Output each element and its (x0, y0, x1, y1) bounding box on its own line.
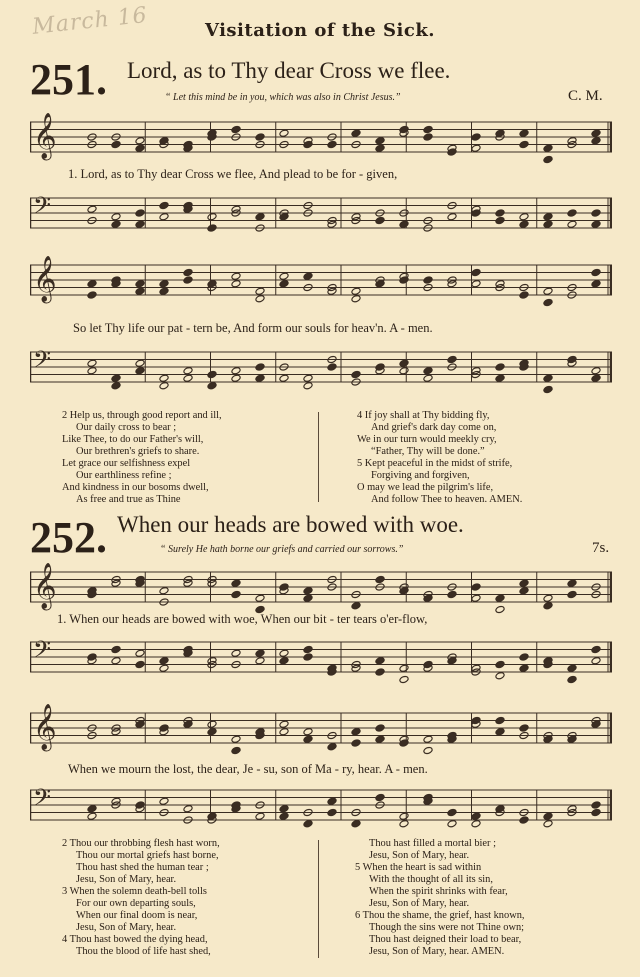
note-head (471, 812, 481, 820)
note-head (591, 137, 601, 145)
verse-line: Thou the blood of life hast shed, (76, 946, 211, 957)
note-head (183, 276, 193, 284)
note-head (591, 720, 601, 728)
verse-line: Thou our mortal griefs hast borne, (76, 850, 219, 861)
verse-line: Thou hast deigned their load to bear, (369, 934, 522, 945)
note-head (423, 125, 433, 133)
music-staff-treble (30, 112, 612, 170)
note-head (519, 140, 529, 148)
treble-clef-icon: 𝄞 (33, 256, 57, 302)
note-head (135, 649, 145, 657)
verse-line: When our final doom is near, (76, 910, 198, 921)
note-head (519, 220, 529, 228)
hymn-number: 251. (30, 55, 107, 104)
note-head (159, 382, 169, 390)
verse-line: As free and true as Thine (76, 494, 181, 505)
note-head (495, 728, 505, 736)
note-head (279, 374, 289, 382)
note-head (423, 735, 433, 743)
music-staff-bass (30, 632, 612, 690)
note-head (543, 735, 553, 743)
verses-right (357, 410, 522, 506)
note-head (111, 728, 121, 736)
treble-clef-icon: 𝄞 (33, 113, 57, 159)
note-head (279, 812, 289, 820)
note-head (159, 797, 169, 805)
note-head (159, 287, 169, 295)
note-head (255, 812, 265, 820)
note-head (519, 724, 529, 732)
note-head (231, 367, 241, 375)
verse-line: Forgiving and forgiven, (371, 470, 470, 481)
note-head (591, 280, 601, 288)
note-head (423, 133, 433, 141)
note-head (399, 739, 409, 747)
verse-line: And follow Thee to heaven. AMEN. (371, 494, 523, 505)
note-head (327, 743, 337, 751)
verse-line: Though the sins were not Thine own; (369, 922, 525, 933)
verse-line: When the spirit shrinks with fear, (369, 886, 508, 897)
verses-right (355, 838, 525, 958)
note-head (447, 820, 457, 828)
note-head (87, 805, 97, 813)
note-head (159, 280, 169, 288)
note-head (567, 735, 577, 743)
note-head (375, 793, 385, 801)
note-head (303, 594, 313, 602)
note-head (135, 660, 145, 668)
note-head (399, 675, 409, 683)
note-head (543, 820, 553, 828)
note-head (567, 664, 577, 672)
note-head (111, 140, 121, 148)
note-head (543, 213, 553, 221)
note-head (327, 808, 337, 816)
note-head (159, 374, 169, 382)
verse-line: 3 When the solemn death-bell tolls (62, 886, 207, 897)
note-head (351, 287, 361, 295)
note-head (351, 664, 361, 672)
note-head (567, 579, 577, 587)
note-head (447, 148, 457, 156)
hymn-meter: 7s. (592, 540, 610, 556)
note-head (591, 268, 601, 276)
note-head (471, 583, 481, 591)
note-head (87, 205, 97, 213)
note-head (495, 660, 505, 668)
note-head (279, 272, 289, 280)
note-head (399, 276, 409, 284)
note-head (543, 385, 553, 393)
note-head (303, 820, 313, 828)
note-head (255, 594, 265, 602)
hymn-motto: “ Let this mind be in you, which was also in Christ Jesus.” (165, 92, 401, 103)
note-head (159, 587, 169, 595)
note-head (543, 287, 553, 295)
note-head (279, 720, 289, 728)
note-head (543, 155, 553, 163)
note-head (111, 382, 121, 390)
treble-clef-icon: 𝄞 (33, 563, 57, 609)
music-staff-bass (30, 188, 612, 246)
note-head (231, 374, 241, 382)
note-head (183, 268, 193, 276)
note-head (591, 645, 601, 653)
note-head (519, 664, 529, 672)
note-head (519, 653, 529, 661)
note-head (111, 645, 121, 653)
note-head (543, 298, 553, 306)
note-head (231, 272, 241, 280)
music-staff-treble (30, 255, 612, 313)
note-head (327, 140, 337, 148)
bass-clef-icon: 𝄢 (33, 191, 52, 225)
note-head (303, 735, 313, 743)
note-head (351, 820, 361, 828)
note-head (495, 374, 505, 382)
note-head (279, 657, 289, 665)
verse-line: Our earthliness refine ; (76, 470, 172, 481)
note-head (375, 575, 385, 583)
column-divider (318, 412, 319, 502)
lyric-line: 1. When our heads are bowed with woe, When our bit - ter tears o'er-flow, (57, 612, 428, 626)
verse-line: And grief's dark day come on, (371, 422, 497, 433)
verse-line: 6 Thou the shame, the grief, hast known, (355, 910, 525, 921)
lyric-line: So let Thy life our pat - tern be, And form our souls for heav'n. A - men. (73, 321, 433, 335)
note-head (399, 587, 409, 595)
note-head (399, 359, 409, 367)
note-head (87, 367, 97, 375)
note-head (255, 649, 265, 657)
note-head (591, 220, 601, 228)
note-head (447, 657, 457, 665)
note-head (351, 739, 361, 747)
note-head (447, 213, 457, 221)
note-head (135, 144, 145, 152)
note-head (279, 280, 289, 288)
verse-line: We in our turn would meekly cry, (357, 434, 497, 445)
note-head (207, 382, 217, 390)
note-head (135, 287, 145, 295)
note-head (519, 816, 529, 824)
section-title: Visitation of the Sick. (204, 20, 436, 41)
lyric-line: When we mourn the lost, the dear, Je - su, son of Ma - ry, hear. A - men. (68, 762, 428, 776)
note-head (255, 295, 265, 303)
note-head (495, 605, 505, 613)
note-head (207, 370, 217, 378)
note-head (423, 276, 433, 284)
verse-line: Thou hast filled a mortal bier ; (369, 838, 496, 849)
note-head (375, 137, 385, 145)
note-head (471, 820, 481, 828)
note-head (471, 133, 481, 141)
note-head (519, 579, 529, 587)
note-head (207, 213, 217, 221)
note-head (255, 287, 265, 295)
verse-line: Jesu, Son of Mary, hear. (369, 850, 470, 861)
note-head (87, 280, 97, 288)
note-head (399, 664, 409, 672)
note-head (471, 594, 481, 602)
note-head (111, 579, 121, 587)
note-head (567, 209, 577, 217)
note-head (423, 367, 433, 375)
note-head (207, 579, 217, 587)
note-head (543, 812, 553, 820)
note-head (519, 291, 529, 299)
note-head (399, 820, 409, 828)
note-head (159, 657, 169, 665)
note-head (591, 657, 601, 665)
note-head (519, 213, 529, 221)
note-head (159, 201, 169, 209)
note-head (543, 594, 553, 602)
note-head (495, 672, 505, 680)
note-head (231, 125, 241, 133)
note-head (135, 359, 145, 367)
note-head (375, 657, 385, 665)
note-head (303, 587, 313, 595)
note-head (135, 220, 145, 228)
note-head (495, 716, 505, 724)
note-head (231, 590, 241, 598)
note-head (471, 209, 481, 217)
note-head (279, 649, 289, 657)
note-head (183, 374, 193, 382)
note-head (183, 367, 193, 375)
note-head (495, 594, 505, 602)
verse-line: And kindness in our bosoms dwell, (62, 482, 209, 493)
note-head (351, 129, 361, 137)
note-head (231, 746, 241, 754)
note-head (327, 797, 337, 805)
verse-line: For our own departing souls, (76, 898, 196, 909)
lyric-line: 1. Lord, as to Thy dear Cross we flee, And plead to be for - given, (68, 167, 398, 181)
note-head (567, 220, 577, 228)
note-head (351, 602, 361, 610)
note-head (303, 140, 313, 148)
note-head (447, 280, 457, 288)
note-head (375, 668, 385, 676)
verse-line: Our daily cross to bear ; (76, 422, 177, 433)
verse-line: Like Thee, to do our Father's will, (62, 434, 204, 445)
verse-line: “Father, Thy will be done.” (371, 446, 485, 457)
note-head (303, 645, 313, 653)
note-head (399, 367, 409, 375)
music-staff-treble (30, 703, 612, 761)
verse-line: Let grace our selfishness expel (62, 458, 191, 469)
treble-clef-icon: 𝄞 (33, 704, 57, 750)
note-head (135, 280, 145, 288)
note-head (207, 728, 217, 736)
verse-line: 5 Kept peaceful in the midst of strife, (357, 458, 513, 469)
note-head (375, 216, 385, 224)
verse-line: O may we lead the pilgrim's life, (357, 482, 494, 493)
note-head (279, 805, 289, 813)
music-staff-bass (30, 780, 612, 838)
note-head (591, 129, 601, 137)
note-head (375, 144, 385, 152)
note-head (231, 735, 241, 743)
verse-line: 4 Thou hast bowed the dying head, (62, 934, 208, 945)
note-head (495, 216, 505, 224)
column-divider (318, 840, 319, 958)
note-head (591, 801, 601, 809)
verse-line: Jesu, Son of Mary, hear. AMEN. (369, 946, 505, 957)
hymn-meter: C. M. (568, 88, 603, 104)
note-head (135, 720, 145, 728)
note-head (447, 590, 457, 598)
note-head (87, 812, 97, 820)
note-head (255, 657, 265, 665)
note-head (87, 359, 97, 367)
note-head (111, 213, 121, 221)
note-head (255, 133, 265, 141)
note-head (159, 213, 169, 221)
hymn-motto: “ Surely He hath borne our griefs and carried our sorrows.” (160, 544, 404, 555)
note-head (567, 675, 577, 683)
note-head (543, 602, 553, 610)
note-head (543, 144, 553, 152)
verses-left (62, 838, 220, 958)
hymn-title: When our heads are bowed with woe. (117, 512, 464, 537)
note-head (279, 129, 289, 137)
note-head (255, 374, 265, 382)
note-head (279, 213, 289, 221)
note-head (111, 220, 121, 228)
note-head (399, 812, 409, 820)
note-head (111, 657, 121, 665)
note-head (471, 144, 481, 152)
bass-clef-icon: 𝄢 (33, 345, 52, 379)
bass-clef-icon: 𝄢 (33, 635, 52, 669)
note-head (183, 805, 193, 813)
note-head (87, 291, 97, 299)
note-head (207, 720, 217, 728)
note-head (303, 272, 313, 280)
verse-line: Jesu, Son of Mary, hear. (369, 898, 470, 909)
note-head (375, 724, 385, 732)
note-head (519, 129, 529, 137)
verse-line: Thou hast shed the human tear ; (76, 862, 209, 873)
note-head (255, 363, 265, 371)
verse-line: 4 If joy shall at Thy bidding fly, (357, 410, 490, 421)
hymn-number: 252. (30, 513, 107, 562)
verse-line: With the thought of all its sin, (369, 874, 493, 885)
note-head (543, 220, 553, 228)
note-head (135, 137, 145, 145)
note-head (327, 363, 337, 371)
note-head (303, 382, 313, 390)
note-head (231, 579, 241, 587)
note-head (351, 295, 361, 303)
note-head (351, 370, 361, 378)
note-head (375, 280, 385, 288)
note-head (111, 374, 121, 382)
note-head (231, 649, 241, 657)
note-head (591, 367, 601, 375)
music-staff-bass (30, 342, 612, 400)
pencil-date-note: March 16 (31, 2, 149, 40)
verse-line: Our brethren's griefs to share. (76, 446, 200, 457)
note-head (231, 280, 241, 288)
verse-line: 2 Thou our throbbing flesh hast worn, (62, 838, 220, 849)
note-head (183, 579, 193, 587)
note-head (471, 268, 481, 276)
note-head (327, 220, 337, 228)
note-head (255, 213, 265, 221)
note-head (303, 374, 313, 382)
note-head (183, 720, 193, 728)
note-head (591, 209, 601, 217)
note-head (471, 280, 481, 288)
verse-line: Jesu, Son of Mary, hear. (76, 874, 177, 885)
note-head (423, 594, 433, 602)
note-head (135, 367, 145, 375)
bass-clef-icon: 𝄢 (33, 783, 52, 817)
note-head (519, 587, 529, 595)
note-head (591, 808, 601, 816)
verse-line: 2 Help us, through good report and ill, (62, 410, 222, 421)
note-head (303, 728, 313, 736)
note-head (375, 735, 385, 743)
verse-line: Jesu, Son of Mary, hear. (76, 922, 177, 933)
note-head (423, 746, 433, 754)
hymn-title: Lord, as to Thy dear Cross we flee. (127, 58, 451, 83)
note-head (399, 220, 409, 228)
note-head (135, 209, 145, 217)
note-head (423, 374, 433, 382)
note-head (495, 209, 505, 217)
note-head (351, 728, 361, 736)
note-head (591, 374, 601, 382)
note-head (447, 355, 457, 363)
note-head (543, 374, 553, 382)
note-head (567, 590, 577, 598)
verses-left (62, 410, 222, 506)
note-head (495, 363, 505, 371)
note-head (207, 224, 217, 232)
note-head (159, 664, 169, 672)
verse-line: 5 When the heart is sad within (355, 862, 482, 873)
note-head (303, 653, 313, 661)
note-head (279, 728, 289, 736)
note-head (327, 287, 337, 295)
note-head (447, 808, 457, 816)
